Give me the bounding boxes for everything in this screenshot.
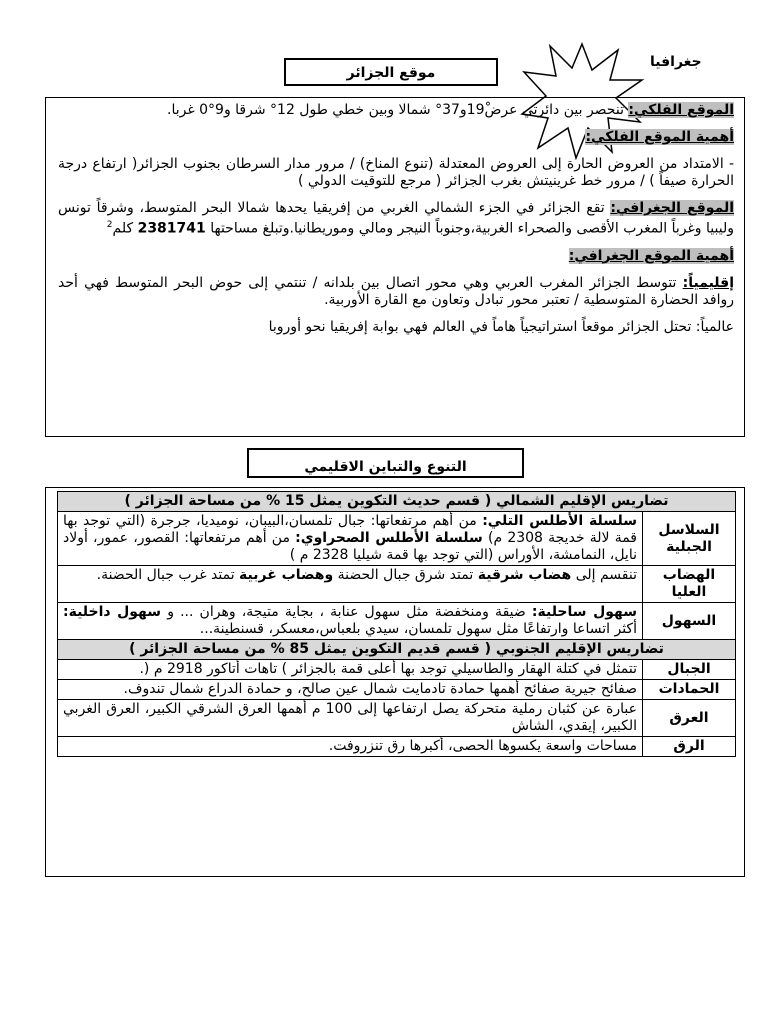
location-box — [45, 97, 745, 437]
table-row — [58, 700, 736, 737]
row-description: مساحات واسعة يكسوها الحصى، أكبرها رق تنزروفت. — [58, 737, 643, 757]
geo-area: 2381741 — [137, 220, 206, 237]
row-description: سهول ساحلية: ضيقة ومنخفضة مثل سهول عنابة ، بجاية متيجة، وهران ... و سهول داخلية: أكثر اتساعا وارتفاعًا مثل سهول تلمسان، سيدي بلعباس،معسكر، قسنطينة... — [58, 603, 643, 640]
row-label: الجبال — [643, 660, 736, 680]
row-description: سلسلة الأطلس التلي: من أهم مرتفعاتها: جبال تلمسان،البيبان، نوميديا، جرجرة (التي توجد بها قمة لالة خديجة 2308 م) سلسلة الأطلس الصحراوي: من أهم مرتفعاتها: القصور، عمور، أولاد نايل، النمامشة، الأوراس (التي توجد بها قمة شيليا 2328 م ) — [58, 512, 643, 566]
table-row — [58, 512, 736, 566]
astro-importance-text: - الامتداد من العروض الحارة إلى العروض المعتدلة (تنوع المناخ) / مرور مدار السرطان بجنوب الجزائر( ارتفاع درجة الحرارة صيفاً ) / مرور خط غرينيتش بغرب الجزائر ( مرجع للتوقيت الدولي ) — [58, 156, 734, 189]
astro-paragraph — [58, 102, 734, 119]
astro-importance-heading: أهمية الموقع الفلكي: — [585, 129, 734, 145]
regional-paragraph — [58, 275, 734, 309]
geo-label: الموقع الجغرافي: — [610, 200, 735, 216]
table-row — [58, 566, 736, 603]
north-region-header: تضاريس الإقليم الشمالي ( قسم حديث التكوين يمثل 15 % من مساحة الجزائر ) — [58, 492, 736, 512]
table-row — [58, 492, 736, 512]
geo-paragraph — [58, 200, 734, 238]
row-label: العرق — [643, 700, 736, 737]
row-description: صفائح جيرية صفائح أهمها حمادة تادمايت شمال عين صالح، و حمادة الدراع شمال تندوف. — [58, 680, 643, 700]
astro-label: الموقع الفلكي: — [628, 102, 734, 118]
regions-box — [45, 487, 745, 877]
table-row — [58, 737, 736, 757]
astro-text: تنحصر بين دائرتي عرض19ْو37° شمالا وبين خطي طول 12° شرقا و9°0 غربا. — [167, 102, 629, 118]
geo-unit: كلم — [112, 220, 138, 237]
regional-label: إقليمياً: — [682, 274, 734, 291]
table-row — [58, 640, 736, 660]
row-label: الحمادات — [643, 680, 736, 700]
row-label: السلاسل الجبلية — [643, 512, 736, 566]
row-description: تنقسم إلى هضاب شرقية تمتد شرق جبال الحضنة وهضاب غربية تمتد غرب جبال الحضنة. — [58, 566, 643, 603]
section-title-location: موقع الجزائر — [284, 58, 498, 86]
row-label: السهول — [643, 603, 736, 640]
geo-importance-heading: أهمية الموقع الجغرافي: — [568, 247, 734, 264]
relief-table — [57, 491, 736, 757]
table-row — [58, 660, 736, 680]
row-label: الهضاب العليا — [643, 566, 736, 603]
row-description: عبارة عن كثبان رملية متحركة يصل ارتفاعها إلى 100 م أهمها العرق الشرقي الكبير، العرق الغربي الكبير، إيقدي، الشاش — [58, 700, 643, 737]
regional-text: تتوسط الجزائر المغرب العربي وهي محور اتصال بين بلدانه / تنتمي إلى حوض البحر المتوسط فهي أحد روافد الحضارة المتوسطية / تعتبر محور تبادل وتعاون مع القارة الأوربية. — [58, 274, 734, 308]
table-row — [58, 680, 736, 700]
section-title-diversity: التنوع والتباين الاقليمي — [247, 448, 524, 478]
subject-label: جغرافيا — [650, 54, 702, 70]
global-paragraph-cut: عالمياً: تحتل الجزائر موقعاً استراتيجياً هاماً في العالم فهي بوابة إفريقيا نحو أوروبا — [268, 318, 734, 335]
table-row — [58, 603, 736, 640]
geo-unit-sup: 2 — [106, 220, 113, 230]
south-region-header: تضاريس الإقليم الجنوبي ( قسم قديم التكوين يمثل 85 % من مساحة الجزائر ) — [58, 640, 736, 660]
row-label: الرق — [643, 737, 736, 757]
geo-text: تقع الجزائر في الجزء الشمالي الغربي من إفريقيا يحدها شمالا البحر المتوسط، وشرقاً تونس وليبيا وغرباً المغرب الأقصى والصحراء الغربية،وجنوباً النيجر ومالي وموريطانيا.وتبلغ مساحتها — [58, 200, 734, 237]
row-description: تتمثل في كتلة الهقار والطاسيلي توجد بها أعلى قمة بالجزائر ) تاهات أتاكور 2918 م (. — [58, 660, 643, 680]
